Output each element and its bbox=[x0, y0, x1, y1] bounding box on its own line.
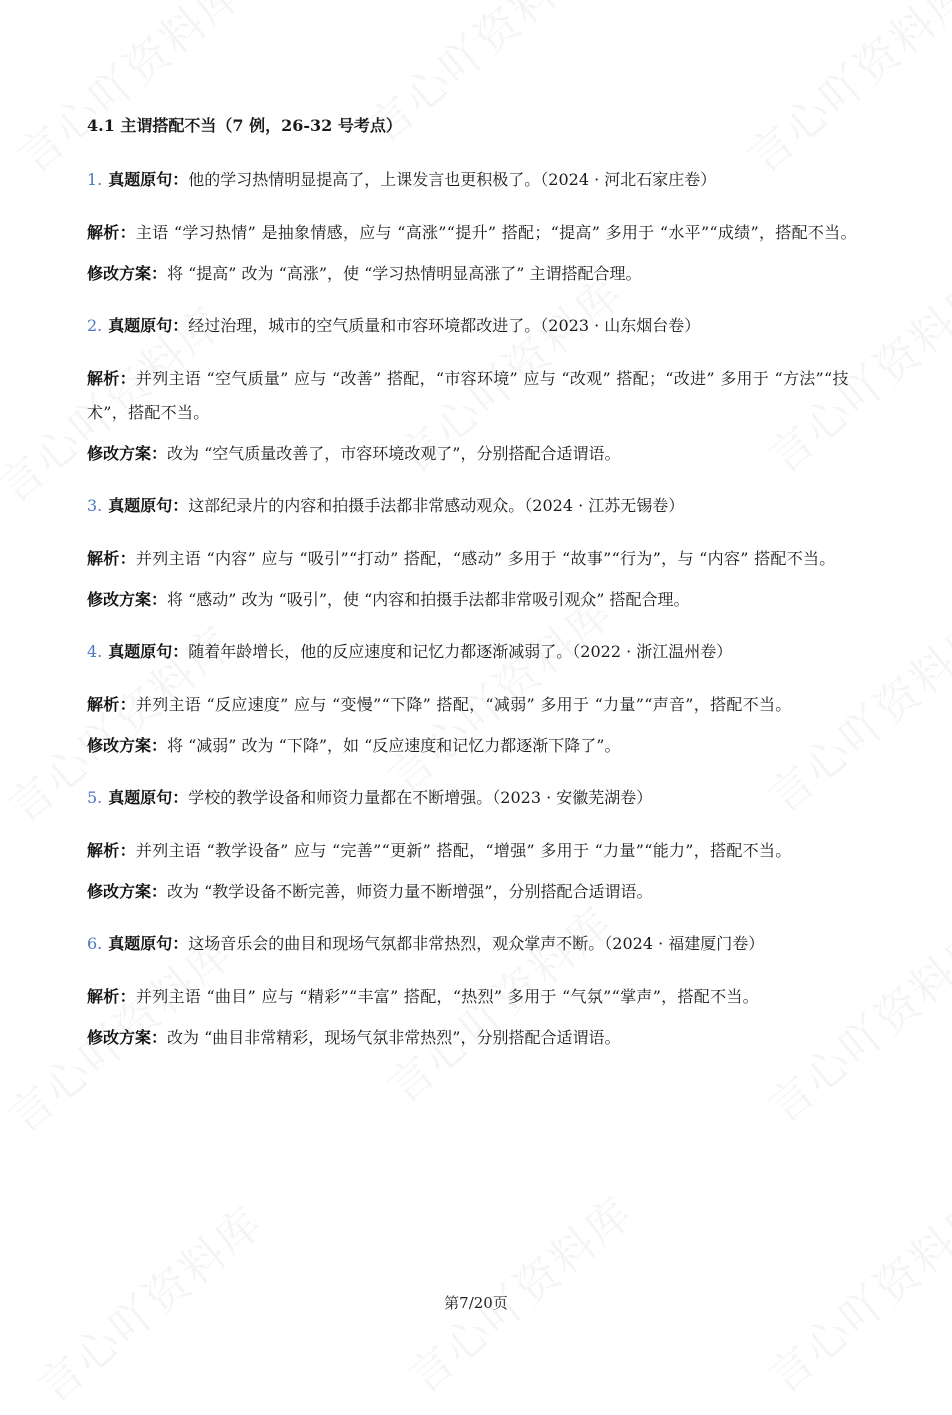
fix-text: 将 “感动” 改为 “吸引”，使 “内容和拍摄手法都非常吸引观众” 搭配合理。 bbox=[167, 590, 690, 609]
question-line bbox=[87, 784, 887, 812]
fix-line bbox=[87, 878, 887, 906]
question-text: 学校的教学设备和师资力量都在不断增强。（2023 · 安徽芜湖卷） bbox=[188, 788, 653, 807]
analysis-text: 主语 “学习热情” 是抽象情感，应与 “高涨”“提升” 搭配；“提高” 多用于 “水平”“成绩”，搭配不当。 bbox=[135, 223, 857, 242]
analysis-line bbox=[87, 362, 887, 430]
analysis-label: 解析： bbox=[87, 695, 136, 714]
question-text: 这部纪录片的内容和拍摄手法都非常感动观众。（2024 · 江苏无锡卷） bbox=[188, 496, 685, 515]
fix-line bbox=[87, 1024, 887, 1052]
analysis-label: 解析： bbox=[87, 987, 136, 1006]
question-line bbox=[87, 930, 887, 958]
item-number: 2. bbox=[87, 316, 103, 335]
item-number: 5. bbox=[87, 788, 103, 807]
question-text: 他的学习热情明显提高了，上课发言也更积极了。（2024 · 河北石家庄卷） bbox=[188, 170, 717, 189]
analysis-label: 解析： bbox=[87, 223, 136, 242]
question-line bbox=[87, 492, 887, 520]
fix-text: 改为 “教学设备不断完善，师资力量不断增强”，分别搭配合适谓语。 bbox=[167, 882, 653, 901]
example-item bbox=[87, 784, 887, 906]
analysis-text: 并列主语 “空气质量” 应与 “改善” 搭配，“市容环境” 应与 “改观” 搭配；“改进” 多用于 “方法”“技术”，搭配不当。 bbox=[87, 369, 849, 422]
question-line bbox=[87, 312, 887, 340]
example-item bbox=[87, 312, 887, 468]
question-label: 真题原句： bbox=[108, 496, 189, 515]
example-item bbox=[87, 492, 887, 614]
question-label: 真题原句： bbox=[108, 170, 189, 189]
document-page bbox=[87, 112, 887, 1076]
question-label: 真题原句： bbox=[108, 934, 189, 953]
fix-label: 修改方案： bbox=[87, 264, 168, 283]
analysis-text: 并列主语 “曲目” 应与 “精彩”“丰富” 搭配，“热烈” 多用于 “气氛”“掌声”，搭配不当。 bbox=[135, 987, 759, 1006]
fix-label: 修改方案： bbox=[87, 736, 168, 755]
analysis-text: 并列主语 “内容” 应与 “吸引”“打动” 搭配，“感动” 多用于 “故事”“行为”，与 “内容” 搭配不当。 bbox=[135, 549, 836, 568]
fix-line bbox=[87, 586, 887, 614]
analysis-label: 解析： bbox=[87, 549, 136, 568]
question-text: 随着年龄增长，他的反应速度和记忆力都逐渐减弱了。（2022 · 浙江温州卷） bbox=[188, 642, 733, 661]
fix-label: 修改方案： bbox=[87, 1028, 168, 1047]
analysis-line bbox=[87, 688, 887, 722]
analysis-text: 并列主语 “教学设备” 应与 “完善”“更新” 搭配，“增强” 多用于 “力量”“能力”，搭配不当。 bbox=[135, 841, 792, 860]
analysis-line bbox=[87, 980, 887, 1014]
example-item bbox=[87, 930, 887, 1052]
item-number: 4. bbox=[87, 642, 103, 661]
fix-line bbox=[87, 732, 887, 760]
question-label: 真题原句： bbox=[108, 316, 189, 335]
question-text: 这场音乐会的曲目和现场气氛都非常热烈，观众掌声不断。（2024 · 福建厦门卷） bbox=[188, 934, 765, 953]
analysis-line bbox=[87, 542, 887, 576]
fix-text: 将 “减弱” 改为 “下降”，如 “反应速度和记忆力都逐渐下降了”。 bbox=[167, 736, 621, 755]
question-text: 经过治理，城市的空气质量和市容环境都改进了。（2023 · 山东烟台卷） bbox=[188, 316, 701, 335]
analysis-line bbox=[87, 216, 887, 250]
fix-line bbox=[87, 440, 887, 468]
item-number: 1. bbox=[87, 170, 103, 189]
fix-text: 将 “提高” 改为 “高涨”，使 “学习热情明显高涨了” 主谓搭配合理。 bbox=[167, 264, 642, 283]
fix-label: 修改方案： bbox=[87, 882, 168, 901]
fix-label: 修改方案： bbox=[87, 590, 168, 609]
analysis-line bbox=[87, 834, 887, 868]
analysis-text: 并列主语 “反应速度” 应与 “变慢”“下降” 搭配，“减弱” 多用于 “力量”“声音”，搭配不当。 bbox=[135, 695, 792, 714]
question-line bbox=[87, 638, 887, 666]
item-number: 6. bbox=[87, 934, 103, 953]
question-line bbox=[87, 166, 887, 194]
question-label: 真题原句： bbox=[108, 788, 189, 807]
example-item bbox=[87, 166, 887, 288]
fix-text: 改为 “曲目非常精彩，现场气氛非常热烈”，分别搭配合适谓语。 bbox=[167, 1028, 621, 1047]
fix-line bbox=[87, 260, 887, 288]
section-title: 4.1 主谓搭配不当（7 例，26-32 号考点） bbox=[87, 116, 402, 135]
fix-text: 改为 “空气质量改善了，市容环境改观了”，分别搭配合适谓语。 bbox=[167, 444, 621, 463]
question-label: 真题原句： bbox=[108, 642, 189, 661]
item-number: 3. bbox=[87, 496, 103, 515]
page-indicator: 第7/20页 bbox=[444, 1294, 508, 1312]
example-item bbox=[87, 638, 887, 760]
analysis-label: 解析： bbox=[87, 369, 136, 388]
fix-label: 修改方案： bbox=[87, 444, 168, 463]
analysis-label: 解析： bbox=[87, 841, 136, 860]
